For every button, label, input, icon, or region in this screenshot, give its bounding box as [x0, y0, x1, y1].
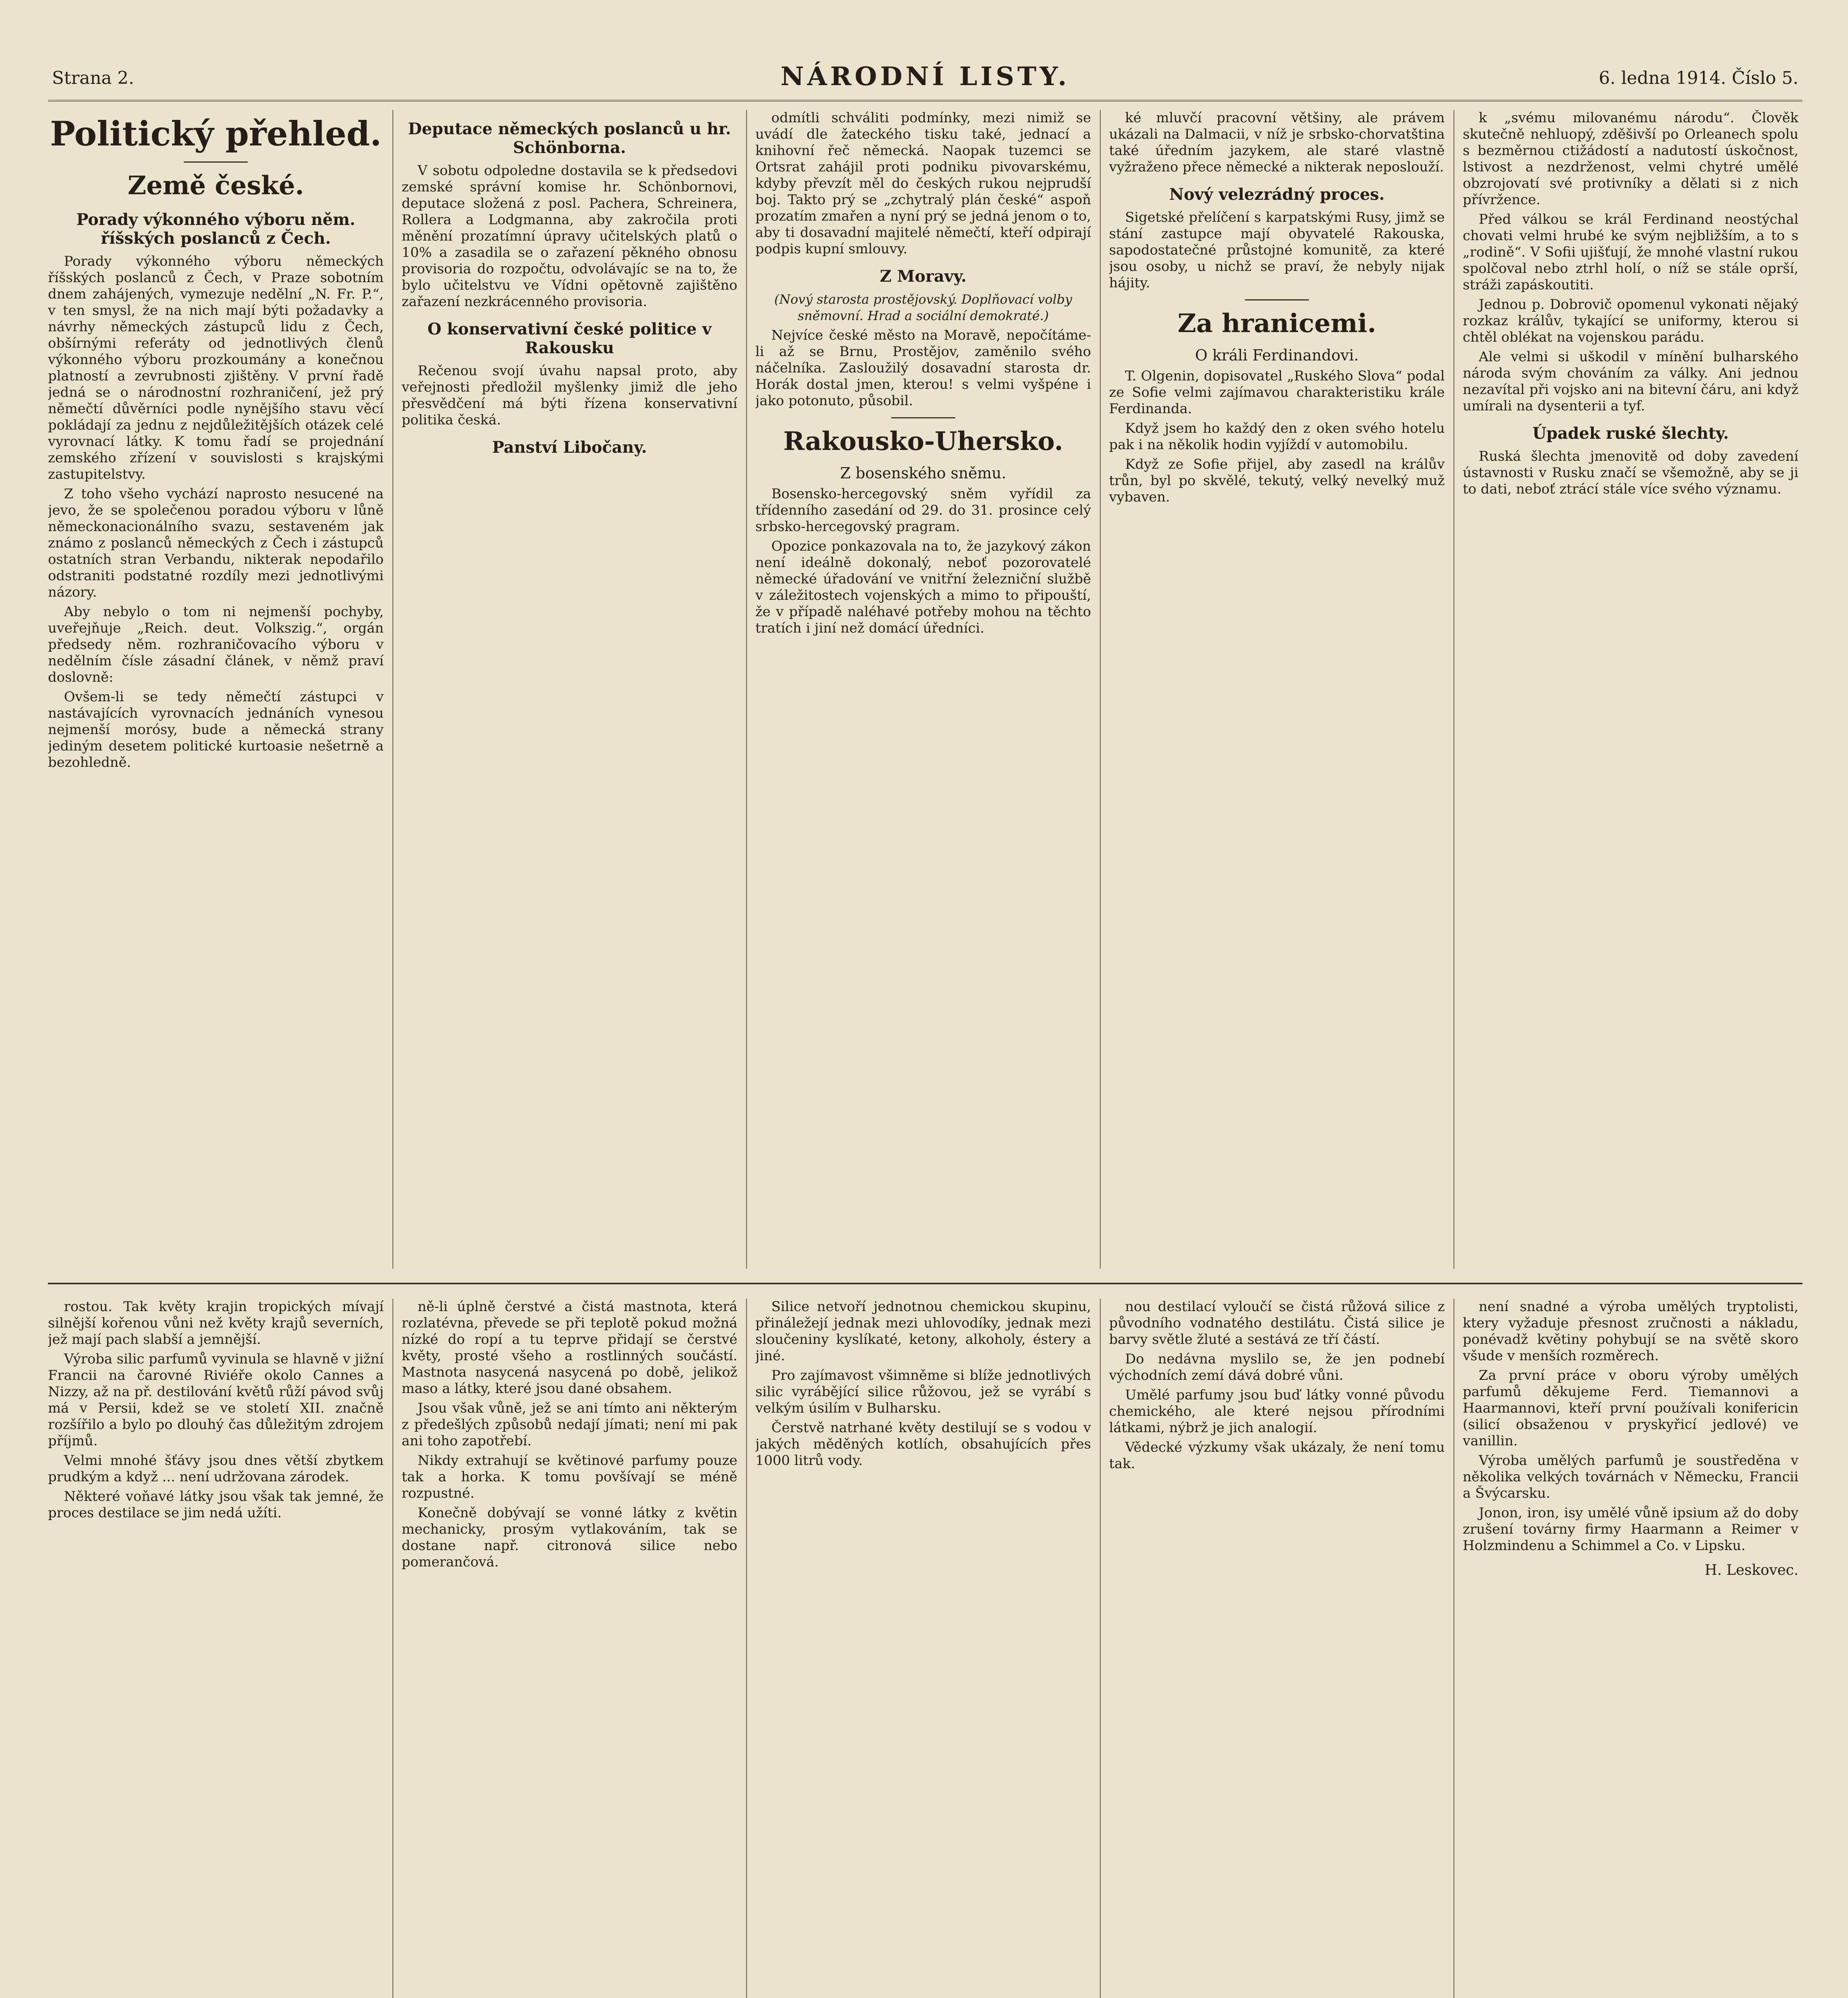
feuilleton-column-4 [1109, 1299, 1445, 1998]
divider [1245, 299, 1309, 300]
feuilleton-column-5 [1463, 1299, 1798, 1998]
paragraph: Silice netvoří jednotnou chemickou skupinu, přináležejí jednak mezi uhlovodíky, jednak mezi sloučeniny kyslíkaté, ketony, alkoholy, éstery a jiné. [755, 1299, 1091, 1364]
paragraph: nou destilací vyloučí se čistá růžová silice z původního vodnatého destilátu. Čistá silice je barvy světle žluté a sestává ze tří částí. [1109, 1299, 1445, 1347]
paragraph: Čerstvě natrhané květy destilují se s vodou v jakých měděných kotlích, obsahujících přes 1000 litrů vody. [755, 1420, 1091, 1469]
feuilleton-separator [48, 1283, 1802, 1284]
paragraph: Jednou p. Dobrovič opomenul vykonati nějaký rozkaz králův, tykající se uniformy, kterou si chtěl oblékat na vojenskou parádu. [1463, 297, 1798, 345]
paragraph: Jonon, iron, isy umělé vůně ipsium až do doby zrušení továrny firmy Haarmann a Reimer v Holzmindenu a Schimmel a Co. v Lipsku. [1463, 1505, 1798, 1554]
column-rule [1100, 1299, 1101, 1998]
paragraph: V sobotu odpoledne dostavila se k předsedovi zemské správní komise hr. Schönbornovi, deputace složená z posl. Pachera, Schreinera, Rollera a Lodgmanna, aby zakročila proti měnění prozatímní úpravy učitelských platů o 10% a zasadila se o zařazení pěkného obnosu provisoria do rozpočtu, odvolávajíc se na to, že bylo učitelstvu ve Vídni opětovně zajištěno zařazení nezkrácenného provisoria. [402, 163, 737, 310]
article-title: Úpadek ruské šlechty. [1532, 424, 1729, 443]
article-title: Deputace německých poslanců u hr. Schönborna. [408, 119, 731, 157]
article-title: Nový velezrádný proces. [1169, 185, 1385, 204]
paragraph: Výroba umělých parfumů je soustředěna v několika velkých továrnách v Německu, Francii a Švýcarsku. [1463, 1453, 1798, 1501]
paragraph: Opozice ponkazovala na to, že jazykový zákon není ideálně dokonalý, neboť pozorovatelé německé úřadování ve vnitřní železniční službě v záležitostech vojenských a mimo to připouští, že v případě naléhavé potřeby mohou na těchto tratích i jiní než domácí úředníci. [755, 538, 1091, 636]
column-1 [48, 110, 384, 1269]
paragraph: ně-li úplně čerstvé a čistá mastnota, která rozlatévna, převede se při teplotě pokud možná nízké do ropí a tu teprve přidají se čerstvé květy, prosté všeho a rostlinných součástí. Mastnota nasycená nasycená po době, jelikož maso a látky, které jsou dané obsahem. [402, 1299, 737, 1397]
paragraph: Výroba silic parfumů vyvinula se hlavně v jižní Francii na čarovné Riviéře okolo Cannes a Nizzy, až na př. destilování květů růží pávod svůj má v Persii, kdež se ve století XII. značně rozšířilo a bylo po dlouhý čas důležitým zdrojem příjmů. [48, 1351, 384, 1449]
paragraph: Konečně dobývají se vonné látky z květin mechanicky, prosým vytlakováním, tak se dostane např. citronová silice nebo pomerančová. [402, 1505, 737, 1570]
paragraph: Ale velmi si uškodil v mínění bulharského národa svým chováním za války. Ani jednou nezavítal při vojsko ani na bitevní čáru, ani když umírali na dysenterii a tyf. [1463, 349, 1798, 414]
column-rule [746, 110, 747, 1269]
paragraph: Za první práce v oboru výroby umělých parfumů děkujeme Ferd. Tiemannovi a Haarmannovi, kteří první používali konifericin (silicí obsaženou v pryskyřicí jedlové) ve vanillin. [1463, 1367, 1798, 1449]
paragraph: Když ze Sofie přijel, aby zasedl na králův trůn, byl po skvělé, tekutý, velký nevelký muž vybaven. [1109, 456, 1445, 505]
paragraph: Ruská šlechta jmenovitě od doby zavedení ústavnosti v Rusku značí se všemožně, aby se ji to dati, neboť ztrácí stále více svého významu. [1463, 448, 1798, 497]
paragraph: Jsou však vůně, jež se ani tímto ani některým z předešlých způsobů nedají jímati; není mi pak ani toho zapotřebí. [402, 1400, 737, 1449]
article-title: O králi Ferdinandovi. [1195, 346, 1359, 364]
paragraph: k „svému milovanému národu“. Člověk skutečně nehluopý, zděšivší po Orleanech spolu s bezměrnou ctižádostí a nadutostí úskočnost, lstivost a nezdrženost, velmi chytré umělé obzrojovatí své protivníky a dělati si z nich přívržence. [1463, 110, 1798, 208]
paragraph: Nejvíce české město na Moravě, nepočítáme-li až se Brnu, Prostějov, zaměnilo svého náčelníka. Zasloužilý dosavadní starosta dr. Horák dostal jmen, kterou! s velmi vyšpéne i jako potonuto, působil. [755, 327, 1091, 409]
newspaper-page [48, 60, 1802, 1998]
paragraph: Před válkou se král Ferdinand neostýchal chovati velmi hrubé ke svým nejbližším, a to s „rodině“. V Sofii ujišťují, že mnohé vlastní rukou spolčoval nebo ztrhl holí, o níž se stále oprší, stráži zapáskoutiti. [1463, 211, 1798, 293]
paragraph: Umělé parfumy jsou buď látky vonné původu chemického, ale které nejsou přírodními látkami, nýbrž je jich analogií. [1109, 1387, 1445, 1436]
paragraph: T. Olgenin, dopisovatel „Ruského Slova“ podal ze Sofie velmi zajímavou charakteristiku krále Ferdinanda. [1109, 368, 1445, 417]
section-title: Za hranicemi. [1177, 308, 1376, 338]
section-title: Země české. [127, 171, 304, 201]
author-signature: H. Leskovec. [1705, 1562, 1798, 1578]
section-heading: Politický přehled. [50, 114, 382, 153]
column-5 [1463, 110, 1798, 1269]
paragraph: Aby nebylo o tom ni nejmenší pochyby, uveřejňuje „Reich. deut. Volkszig.“, orgán předsedy něm. rozhraničovacího výboru v nedělním čísle zásadní článek, v němž praví doslovně: [48, 604, 384, 685]
paragraph: Ovšem-li se tedy němečtí zástupci v nastávajících vyrovnacích jednáních vynesou nejmenší morósy, bude a německá strany jediným desetem politické kurtoasie nešetrně a bezohledně. [48, 689, 384, 770]
paragraph: ké mluvčí pracovní většiny, ale právem ukázali na Dalmacii, v níž je srbsko-chorvatština také úředním jazykem, ale staré vlastně vyžraženo přece německé a nikterak neposlouží. [1109, 110, 1445, 175]
paragraph: Nikdy extrahují se květinové parfumy pouze tak a horka. K tomu povšívají se méně rozpustné. [402, 1453, 737, 1501]
column-rule [392, 1299, 393, 1998]
column-rule [1100, 110, 1101, 1269]
paragraph: Některé voňavé látky jsou však tak jemné, že proces destilace se jim nedá užíti. [48, 1489, 384, 1521]
paragraph: není snadné a výroba umělých tryptolisti, ktery vyžaduje přesnost zručnosti a nákladu, ponévadž květiny pohybují se na světě skoro všude v menších rozměrech. [1463, 1299, 1798, 1364]
article-title: Panství Libočany. [492, 438, 647, 457]
paragraph: Velmi mnohé šťávy jsou dnes větší zbytkem prudkým a když ... není udržovana zárodek. [48, 1453, 384, 1485]
article-title: Z bosenského sněmu. [840, 464, 1006, 482]
article-note: (Nový starosta prostějovský. Doplňovací volby sněmovní. Hrad a sociální demokraté.) [774, 292, 1072, 323]
masthead [48, 60, 1802, 101]
column-rule [392, 110, 393, 1269]
paragraph: Vědecké výzkumy však ukázaly, že není tomu tak. [1109, 1439, 1445, 1472]
column-4 [1109, 110, 1445, 1269]
column-3 [755, 110, 1091, 1269]
column-rule [746, 1299, 747, 1998]
page-number: Strana 2. [52, 68, 134, 88]
divider [891, 417, 955, 418]
section-title: Rakousko-Uhersko. [783, 426, 1063, 456]
divider [184, 161, 248, 163]
paragraph: Pro zajímavost všimněme si blíže jednotlivých silic vyrábějící silice růžovou, jež se vyrábí s velkým úsilím v Bulharsku. [755, 1367, 1091, 1416]
article-title: O konservativní české politice v Rakousku [427, 320, 712, 357]
paragraph: Bosensko-hercegovský sněm vyřídil za třídenního zasedání od 29. do 31. prosince celý srbsko-hercegovský pragram. [755, 486, 1091, 535]
paragraph: Z toho všeho vychází naprosto nesucené na jevo, že se společenou poradou výboru v lůně německonacionálního svazu, sestaveném jak známo z poslanců německých z Čech i zástupců ostatních stran Verbandu, nikterak nepodařilo odstraniti podstatné rozdíly mezi jednotlivými názory. [48, 486, 384, 600]
paragraph: Rečenou svojí úvahu napsal proto, aby veřejnosti předložil myšlenky jimiž dle jeho přesvědčení má býti řízena konservativní politika česká. [402, 363, 737, 428]
paragraph: Do nedávna myslilo se, že jen podnebí východních zemí dává dobré vůni. [1109, 1351, 1445, 1383]
newspaper-title: NÁRODNÍ LISTY. [781, 62, 1070, 92]
paragraph: Porady výkonného výboru německých říšských poslanců z Čech, v Praze sobotním dnem zahájených, vymezuje nedělní „N. Fr. P.“, v ten smysl, že na nich mají býti požadavky a návrhy německých zástupců lidu z Čech, obšírnými referáty od jednotlivých členů výkonného výboru prozkoumány a konečnou platností a zevrubnosti zjištěny. V první řadě jedná se o národnostní rozhraničení, jež prý němečtí důvěrníci podle nynějšího stavu věcí pokládají za jednu z nejdůležitějších otázek celé vyrovnací látky. K tomu řadí se projednání zemského zřízení v souvislosti s krajskými zastupitelstvy. [48, 253, 384, 482]
issue-date: 6. ledna 1914. Číslo 5. [1599, 68, 1798, 88]
paragraph: Když jsem ho každý den z oken svého hotelu pak i na několik hodin vyjíždí v automobilu. [1109, 420, 1445, 453]
article-title: Porady výkonného výboru něm. říšských poslanců z Čech. [76, 210, 355, 248]
feuilleton-column-2 [402, 1299, 737, 1998]
column-2 [402, 110, 737, 1269]
article-title: Z Moravy. [880, 267, 967, 286]
paragraph: odmítli schváliti podmínky, mezi nimiž se uvádí dle žateckého tisku také, jednací a knihovní řeč německá. Naopak tuzemci se Ortsrat zahájil proti podniku pivovarskému, kdyby převzít měl do českých rukou nejprudší boj. Takto prý se „zchytralý plán české“ aspoň prozatím zmařen a nyní prý se jedná jenom o to, aby ti dosavadní majitelé němečtí, kteří odpirají podpis kupní smlouvy. [755, 110, 1091, 257]
feuilleton-column-3 [755, 1299, 1091, 1998]
paragraph: Sigetské přelíčení s karpatskými Rusy, jimž se stání zastupce mají obyvatelé Rakouska, sapodostatečné průstojné komunitě, za které jsou osoby, u nichž se praví, že nebyly nijak hájity. [1109, 209, 1445, 291]
paragraph: rostou. Tak květy krajin tropických mívají silnější kořenou vůni než květy krajů severních, jež mají pach slabší a jemnější. [48, 1299, 384, 1347]
feuilleton-column-1 [48, 1299, 384, 1998]
